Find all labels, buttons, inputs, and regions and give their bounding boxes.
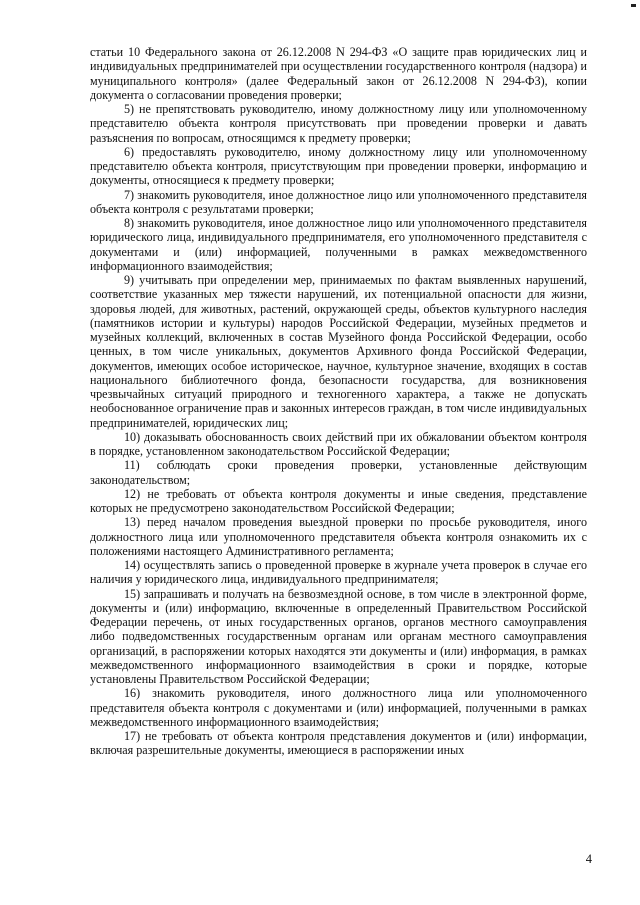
paragraph-item-12: 12) не требовать от объекта контроля документы и иные сведения, представление которых не предусмотрено законодательством Российской Федерации; xyxy=(90,486,587,515)
paragraph-item-9: 9) учитывать при определении мер, принимаемых по фактам выявленных нарушений, соответствие указанных мер тяжести нарушений, их потенциальной опасности для жизни, здоровья людей, для животных, растений, окружающей среды, объектов культурного наследия (памятников истории и культуры) народов Российской Федерации, музейных предметов и музейных коллекций, включенных в состав Музейного фонда Российской Федерации, особо ценных, в том числе уникальных, документов Архивного фонда Российской Федерации, документов, имеющих особое историческое, научное, культурное значение, входящих в состав национального библиотечного фонда, безопасности государства, для возникновения чрезвычайных ситуаций природного и техногенного характера, а также не допускать необоснованное ограничение прав и законных интересов граждан, в том числе индивидуальных предпринимателей, юридических лиц; xyxy=(90,273,587,430)
paragraph-item-15: 15) запрашивать и получать на безвозмездной основе, в том числе в электронной форме, документы и (или) информацию, включенные в определенный Правительством Российской Федерации перечень, от иных государственных органов, органов местного самоуправления либо подведомственных государственным органам или органам местного самоуправления организаций, в распоряжении которых находятся эти документы и (или) информация, в рамках межведомственного информационного взаимодействия в сроки и порядке, которые установлены Правительством Российской Федерации; xyxy=(90,586,587,686)
paragraph-item-16: 16) знакомить руководителя, иного должностного лица или уполномоченного представителя объекта контроля с документами и (или) информацией, полученными в рамках межведомственного информационного взаимодействия; xyxy=(90,686,587,729)
paragraph-item-5: 5) не препятствовать руководителю, иному должностному лицу или уполномоченному представителю объекта контроля присутствовать при проведении проверки и давать разъяснения по вопросам, относящимся к предмету проверки; xyxy=(90,102,587,145)
paragraph-item-10: 10) доказывать обоснованность своих действий при их обжаловании объектом контроля в порядке, установленном законодательством Российской Федерации; xyxy=(90,429,587,458)
paragraph-item-7: 7) знакомить руководителя, иное должностное лицо или уполномоченного представителя объекта контроля с результатами проверки; xyxy=(90,187,587,216)
paragraph-item-6: 6) предоставлять руководителю, иному должностному лицу или уполномоченному представителю объекта контроля, присутствующим при проведении проверки, информацию и документы, относящиеся к предмету проверки; xyxy=(90,144,587,188)
page-number: 4 xyxy=(585,852,592,866)
scan-corner-mark xyxy=(631,4,636,7)
paragraph-item-8: 8) знакомить руководителя, иное должностное лицо или уполномоченного представителя юридического лица, индивидуального предпринимателя, его уполномоченного представителя с документами и (или) информацией, полученными в рамках межведомственного информационного взаимодействия; xyxy=(90,216,587,273)
paragraph-item-14: 14) осуществлять запись о проведенной проверке в журнале учета проверок в случае его наличия у юридического лица, индивидуального предпринимателя; xyxy=(90,558,587,587)
paragraph-item-13: 13) перед началом проведения выездной проверки по просьбе руководителя, иного должностного лица или уполномоченного представителя объекта контроля ознакомить их с положениями настоящего Административного регламента; xyxy=(90,515,587,558)
paragraph-item-11: 11) соблюдать сроки проведения проверки, установленные действующим законодательством; xyxy=(90,458,587,487)
paragraph-article-10-continuation: статьи 10 Федерального закона от 26.12.2008 N 294-ФЗ «О защите прав юридических лиц и индивидуальных предпринимателей при осуществлении государственного контроля (надзора) и муниципального контроля» (далее Федеральный закон от 26.12.2008 N 294-ФЗ), копии документа о согласовании проведения проверки; xyxy=(90,45,587,102)
paragraph-item-17: 17) не требовать от объекта контроля представления документов и (или) информации, включая разрешительные документы, имеющиеся в распоряжении иных xyxy=(90,729,587,758)
document-body xyxy=(90,45,587,758)
